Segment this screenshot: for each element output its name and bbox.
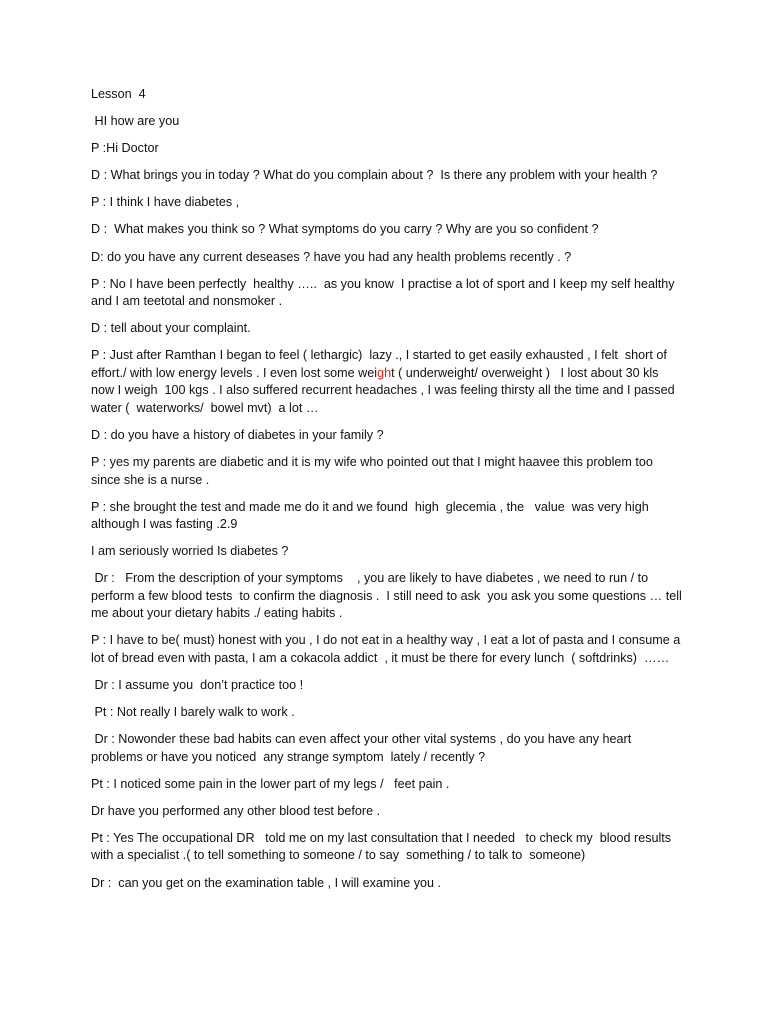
dialogue-line: Pt : I noticed some pain in the lower part of my legs / feet pain . [91, 776, 450, 791]
dialogue-line: P : No I have been perfectly healthy ….. as you know I practise a lot of sport and I keep my self healthy and I am teetotal and nonsmoker . [91, 276, 679, 309]
dialogue-line: Dr have you performed any other blood test before . [91, 803, 381, 818]
dialogue-line: D : do you have a history of diabetes in your family ? [91, 427, 384, 442]
highlighted-letters: gh [377, 365, 392, 380]
complaint-text-before: P : Just after Ramthan I began to feel ( lethargic) lazy ., I started to get easily exhausted , I felt short of effort./ with low energy levels . I even lost some wei [91, 348, 671, 380]
dialogue-line: P : I think I have diabetes , [91, 195, 240, 210]
dialogue-line: P : yes my parents are diabetic and it is my wife who pointed out that I might haavee this problem too since she is a nurse . [91, 455, 664, 487]
dialogue-line: D : tell about your complaint. [91, 321, 251, 336]
dialogue-line: Pt : Yes The occupational DR told me on my last consultation that I needed to check my blood results with a specialist .( to tell something to someone / to say something / to talk to someone) [91, 830, 675, 863]
dialogue-line: Dr : I assume you don’t practice too ! [91, 678, 304, 692]
dialogue-line: HI how are you [91, 114, 180, 129]
dialogue-line: D : What makes you think so ? What symptoms do you carry ? Why are you so confident ? [91, 222, 599, 237]
lesson-title: Lesson 4 [91, 87, 146, 101]
dialogue-line: D : What brings you in today ? What do you complain about ? Is there any problem with your health ? [91, 168, 658, 183]
dialogue-line: P : I have to be( must) honest with you , I do not eat in a healthy way , I eat a lot of pasta and I consume a lot of bread even with pasta, I am a cokacola addict , it must be there for every lunch ( softdrinks) …… [91, 633, 684, 665]
complaint-text-after: t ( underweight/ overweight ) I lost about 30 kls now I weigh 100 kgs . I also suffered recurrent headaches , I was feeling thirsty all the time and I passed water ( waterworks/ bowel mvt) a lot … [91, 365, 679, 415]
dialogue-line-complaint [91, 347, 683, 417]
document-body [91, 86, 686, 902]
dialogue-line: Dr : can you get on the examination table , I will examine you . [91, 875, 442, 890]
dialogue-line: P :Hi Doctor [91, 141, 159, 156]
dialogue-line: I am seriously worried Is diabetes ? [91, 544, 289, 559]
dialogue-line: Pt : Not really I barely walk to work . [91, 705, 295, 720]
dialogue-line: D: do you have any current deseases ? have you had any health problems recently . ? [91, 249, 572, 264]
dialogue-line: Dr : Nowonder these bad habits can even affect your other vital systems , do you have any heart problems or have you noticed any strange symptom lately / recently ? [91, 732, 635, 764]
dialogue-line: Dr : From the description of your symptoms , you are likely to have diabetes , we need to run / to perform a few blood tests to confirm the diagnosis . I still need to ask you ask you some questions … tell me about your dietary habits ./ eating habits . [91, 571, 686, 621]
dialogue-line: P : she brought the test and made me do it and we found high glecemia , the value was very high although I was fasting .2.9 [91, 499, 653, 532]
